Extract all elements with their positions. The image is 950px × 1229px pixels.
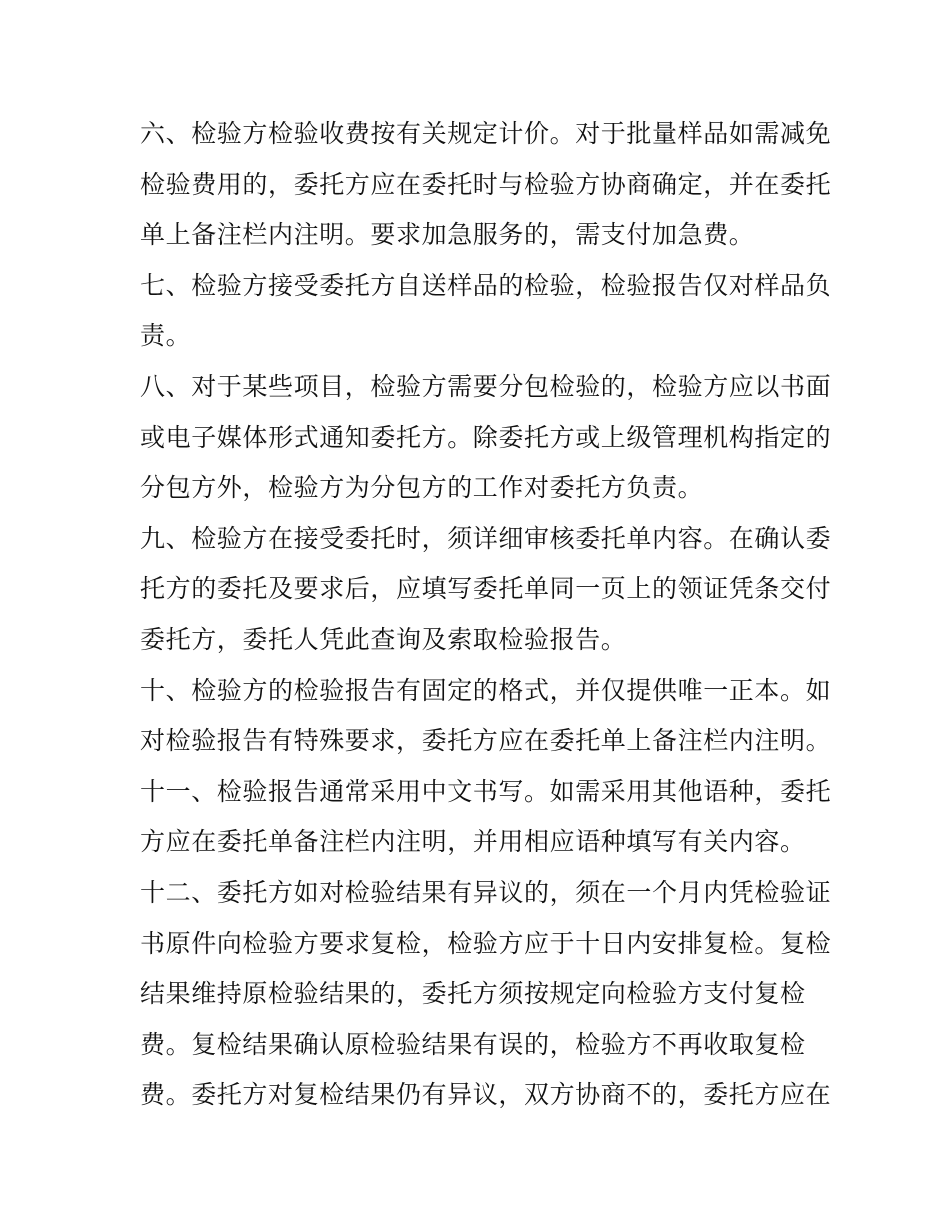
text-line: 十二、委托方如对检验结果有异议的，须在一个月内凭检验证 <box>140 877 832 907</box>
text-line: 分包方外，检验方为分包方的工作对委托方负责。 <box>140 473 704 503</box>
text-line: 八、对于某些项目，检验方需要分包检验的，检验方应以书面 <box>140 371 832 401</box>
text-line: 或电子媒体形式通知委托方。除委托方或上级管理机构指定的 <box>140 422 832 452</box>
document-body <box>140 109 832 1121</box>
text-line: 责。 <box>140 321 192 351</box>
text-line: 托方的委托及要求后，应填写委托单同一页上的领证凭条交付 <box>140 574 832 604</box>
text-line: 九、检验方在接受委托时，须详细审核委托单内容。在确认委 <box>140 523 832 553</box>
text-line: 费。复检结果确认原检验结果有误的，检验方不再收取复检 <box>140 1029 806 1059</box>
text-line: 费。委托方对复检结果仍有异议，双方协商不的，委托方应在 <box>140 1080 832 1110</box>
text-line: 单上备注栏内注明。要求加急服务的，需支付加急费。 <box>140 220 755 250</box>
text-line: 十、检验方的检验报告有固定的格式，并仅提供唯一正本。如 <box>140 675 832 705</box>
text-line: 方应在委托单备注栏内注明，并用相应语种填写有关内容。 <box>140 827 806 857</box>
text-line: 对检验报告有特殊要求，委托方应在委托单上备注栏内注明。 <box>140 726 832 756</box>
text-line: 六、检验方检验收费按有关规定计价。对于批量样品如需减免 <box>140 119 832 148</box>
text-line: 十一、检验报告通常采用中文书写。如需采用其他语种，委托 <box>140 776 832 806</box>
text-line: 结果维持原检验结果的，委托方须按规定向检验方支付复检 <box>140 979 806 1009</box>
text-line: 七、检验方接受委托方自送样品的检验，检验报告仅对样品负 <box>140 270 832 300</box>
text-line: 书原件向检验方要求复检，检验方应于十日内安排复检。复检 <box>140 928 832 958</box>
text-line: 委托方，委托人凭此查询及索取检验报告。 <box>140 624 627 654</box>
text-line: 检验费用的，委托方应在委托时与检验方协商确定，并在委托 <box>140 169 832 199</box>
